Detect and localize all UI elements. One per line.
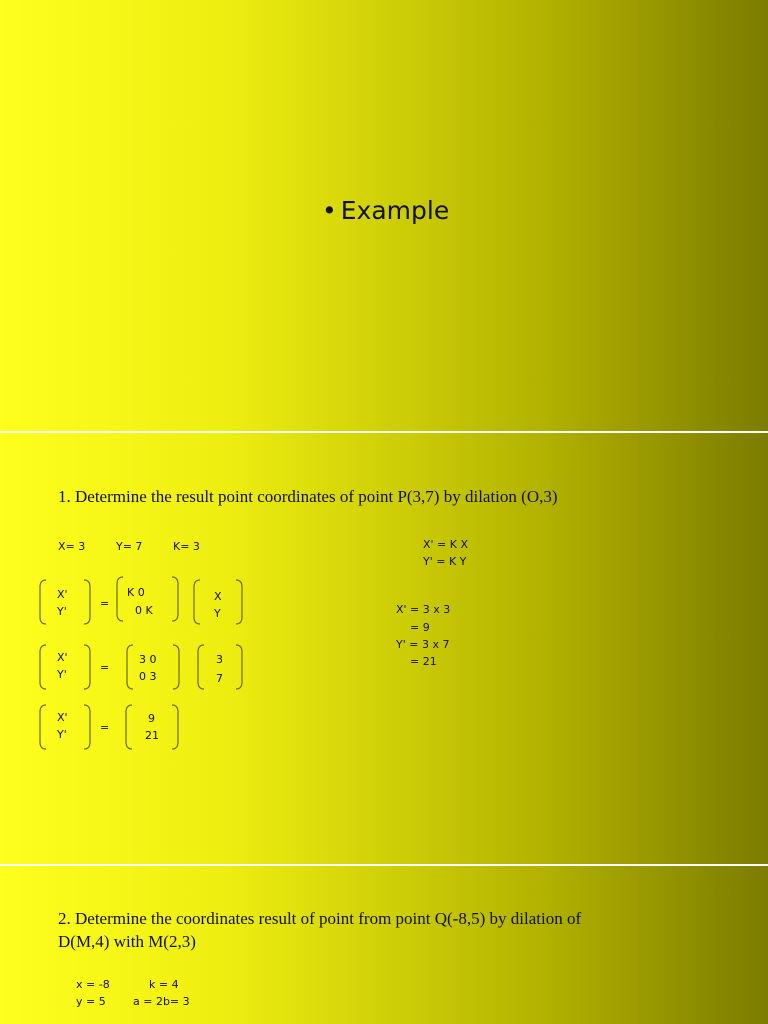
right-bracket-icon (82, 704, 92, 750)
k-matrix-row-1: 3 0 (139, 653, 157, 666)
k-matrix-row-2: 0 K (135, 604, 153, 617)
lhs-x: X' (57, 711, 68, 724)
given-x: X= 3 (58, 540, 86, 553)
left-bracket-icon (196, 644, 206, 690)
k-matrix-row-1: K 0 (127, 586, 145, 599)
calc-y: Y' = 3 x 7 (396, 638, 450, 651)
slide-problem-2 (0, 866, 768, 1024)
problem-1-question: 1. Determine the result point coordinates of point P(3,7) by dilation (O,3) (58, 487, 558, 506)
problem-2-question-line-2: D(M,4) with M(2,3) (58, 932, 196, 951)
equals-sign: = (100, 661, 110, 674)
v-matrix-row-1: 3 (216, 653, 223, 666)
given-x: x = -8 (76, 978, 110, 991)
equals-sign: = (100, 721, 110, 734)
k-matrix-row-2: 0 3 (139, 670, 157, 683)
given-y: Y= 7 (116, 540, 143, 553)
lhs-y: Y' (57, 605, 67, 618)
given-y: y = 5 (76, 995, 106, 1008)
left-bracket-icon (125, 644, 135, 690)
right-bracket-icon (82, 644, 92, 690)
slide-example (0, 0, 768, 431)
equals-sign: = (100, 597, 110, 610)
bullet: • (322, 196, 337, 225)
given-k: k = 4 (149, 978, 179, 991)
v-matrix-row-1: X (214, 590, 222, 603)
calc-x: X' = 3 x 3 (396, 603, 451, 616)
title-text: Example (340, 196, 450, 225)
result-row-2: 21 (145, 729, 159, 742)
slide-title (322, 196, 449, 225)
formula-x: X' = K X (423, 538, 469, 551)
lhs-y: Y' (57, 668, 67, 681)
left-bracket-icon (124, 704, 134, 750)
right-bracket-icon (234, 579, 244, 625)
left-bracket-icon (115, 576, 125, 622)
v-matrix-row-2: Y (214, 607, 221, 620)
left-bracket-icon (38, 704, 48, 750)
given-ab: a = 2b= 3 (133, 995, 190, 1008)
formula-y: Y' = K Y (423, 555, 467, 568)
left-bracket-icon (38, 644, 48, 690)
right-bracket-icon (171, 644, 181, 690)
result-row-1: 9 (148, 712, 155, 725)
problem-2-question-line-1: 2. Determine the coordinates result of point from point Q(-8,5) by dilation of (58, 909, 582, 928)
calc-x-result: = 9 (410, 621, 430, 634)
v-matrix-row-2: 7 (216, 672, 223, 685)
lhs-x: X' (57, 588, 68, 601)
lhs-x: X' (57, 651, 68, 664)
calc-y-result: = 21 (410, 655, 437, 668)
slide-problem-1 (0, 433, 768, 864)
given-k: K= 3 (173, 540, 200, 553)
left-bracket-icon (192, 579, 202, 625)
lhs-y: Y' (57, 728, 67, 741)
right-bracket-icon (234, 644, 244, 690)
right-bracket-icon (82, 579, 92, 625)
right-bracket-icon (170, 704, 180, 750)
right-bracket-icon (170, 576, 180, 622)
left-bracket-icon (38, 579, 48, 625)
